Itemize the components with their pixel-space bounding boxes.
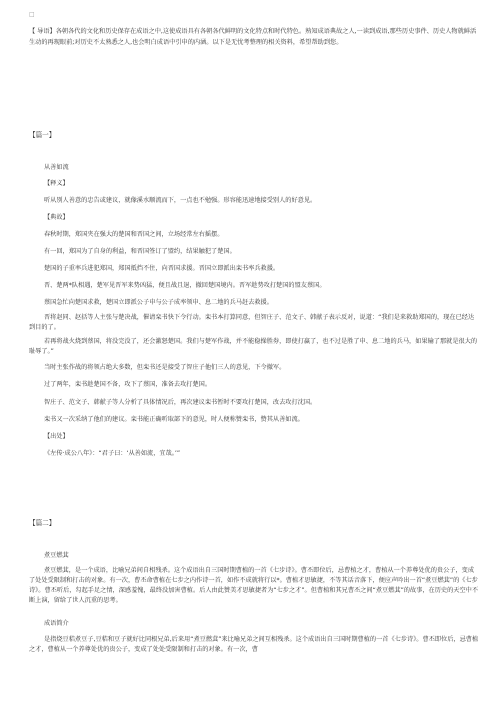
- section1-para: 过了两年，栾书趁楚国不备，攻下了蔡国，准备去攻打楚国。: [44, 381, 212, 388]
- section1-para: 若再将战火烧到蔡国，将没完没了，还会激怒楚国。我们与楚军作战，并不能稳操胜券，即使打赢了，也不过是胜了申、息二地的兵马，如果输了那就是很大的耻辱了。”: [29, 338, 478, 355]
- section1-para: 晋、楚两*队相遇，楚军见晋军来势凶猛，便且战且退，撤回楚国境内。晋军趁势攻打楚国的盟友蔡国。: [44, 282, 326, 289]
- section-label-2: 【篇二】: [29, 519, 56, 527]
- section1-chuchu: 《左传·成公八年》：“君子曰：‘从善如流，宜哉。’”: [44, 450, 181, 457]
- section1-para: 蔡国急忙向楚国求救，楚国立即派公子申与公子成率领申、息二地的兵马赶去救援。: [44, 299, 273, 306]
- section1-shiyi: 听从别人善意的忠告或建议，就像溪水顺流而下，一点也不勉强。形容能迅速地接受别人的好意见。: [44, 197, 317, 204]
- section1-para: 栾书又一次采纳了他们的建议。栾书能正确听取部下的意见，时人便称赞栾书，赞其从善如流。: [44, 416, 304, 423]
- section1-para: 晋将赵同、赵括等人主张与楚决战，催请栾书快下令行动。栾书本打算同意，但智庄子、范文子、韩献子表示反对，说道：“我们是来救助郑国的，现在已经达到目的了。: [29, 314, 475, 331]
- section1-para: 有一回，郑国为了自身的利益，和晋国签订了盟约，结果触犯了楚国。: [44, 248, 236, 255]
- section1-shiyi-label: 【释义】: [44, 180, 69, 187]
- section1-title: 从善如流: [44, 164, 69, 171]
- section2-title: 煮豆燃萁: [44, 552, 69, 559]
- section2-para1: 煮豆燃萁，是一个成语，比喻兄弟间自相残杀。这个成语出自三国时期曹植的一首《七步诗》。曹丕即位后，忌曹植之才，曹植从一个养尊处优的贵公子，变成了处处受限制和打击的对象。有一次，曹丕命曹植在七步之内作诗一首，如作不成就将行以*。曹植才思敏捷，不等其话音落下，便应声吟出一首“煮豆燃萁”的《七步诗》。曹丕听后，勾起手足之情，深感羞愧，最终没加害曹植。后人由此赞美才思敏捷者为“七步之才”。但曹植和其兄曹丕之间“煮豆燃萁”的故事，在历史的天空中不断上演，留给了世人沉重的思考。: [29, 567, 479, 604]
- section2-jianjie-label: 成语简介: [44, 620, 69, 627]
- section1-para: 当时主张作战的将领占绝大多数，但栾书还是接受了智庄子他们三人的意见，下令撤军。: [44, 364, 286, 371]
- section1-diangu-label: 【典故】: [44, 214, 69, 221]
- corner-mark: □: [29, 11, 35, 18]
- section1-chuchu-label: 【出处】: [44, 433, 69, 440]
- intro-paragraph: 【 导语】各朝各代的文化和历史保存在成语之中,这使成语具有各朝各代鲜明的文化特点和时代特色。熟知成语典故之人,一读到成语,那些历史事件、历史人物就鲜活生动的再现眼前;对历史不太熟悉之人,也会明白成语中引申的内涵。以下是无忧考整理的相关资料，希望帮助到您。: [29, 28, 477, 46]
- section1-para: 春秋时期，郑国夹在强大的楚国和晋国之间，立场经常左右摇摆。: [44, 231, 224, 238]
- section1-para: 楚国的子重率兵进犯郑国，郑国抵挡不住，向晋国求援。晋国立即派出栾书率兵救援。: [44, 265, 280, 272]
- section-label-1: 【篇一】: [29, 131, 56, 139]
- section2-para2: 是指烧豆秸煮豆子,豆秸和豆子就好比同根兄弟,后来用“煮豆燃萁”来比喻兄弟之间互相残杀。这个成语出自三国时期曹植的一首《七步诗》。曹丕即位后，忌曹植之才，曹植从一个养尊处优的贵公子，变成了处处受限制和打击的对象。有一次，曹: [29, 636, 479, 653]
- section1-para: 智庄子、范文子、韩献子等人分析了具体情况后，再次建议栾书暂时不要攻打楚国，改去攻打沈国。: [44, 399, 317, 406]
